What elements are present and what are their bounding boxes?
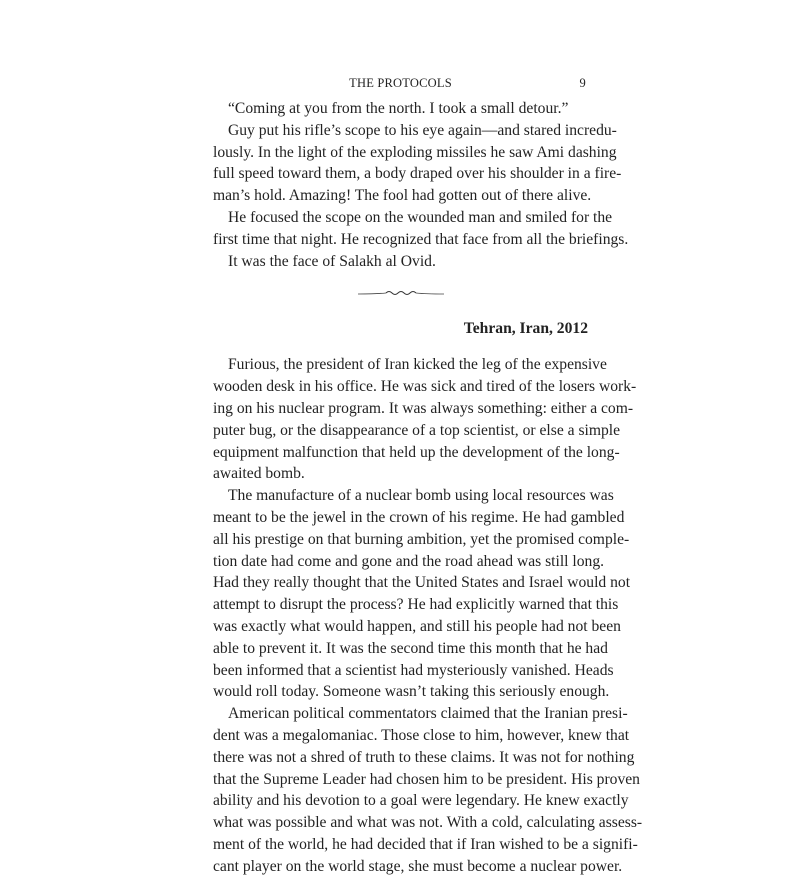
text-line: been informed that a scientist had mysteriously vanished. Heads (213, 661, 614, 679)
page-number: 9 (579, 76, 586, 90)
text-line: awaited bomb. (213, 465, 305, 483)
section-two (213, 354, 643, 877)
text-line: tion date had come and gone and the road ahead was still long. (213, 552, 605, 570)
text-line: man’s hold. Amazing! The fool had gotten out of there alive. (213, 187, 592, 205)
text-line: what was possible and what was not. With a cold, calculating assess- (213, 814, 643, 832)
text-line: first time that night. He recognized that face from all the briefings. (213, 230, 629, 248)
text-line: meant to be the jewel in the crown of his regime. He had gambled (213, 508, 625, 526)
text-line: wooden desk in his office. He was sick and tired of the losers work- (213, 378, 637, 396)
text-line: would roll today. Someone wasn’t taking this seriously enough. (213, 683, 610, 701)
paragraph (213, 251, 588, 273)
text-line: cant player on the world stage, she must become a nuclear power. (213, 857, 623, 875)
text-line: ability and his devotion to a goal were legendary. He knew exactly (213, 792, 629, 810)
paragraph (213, 703, 643, 877)
running-title: THE PROTOCOLS (349, 76, 452, 90)
text-line: all his prestige on that burning ambition, yet the promised comple- (213, 530, 630, 548)
text-line: Furious, the president of Iran kicked the leg of the expensive (228, 356, 607, 374)
text-line: able to prevent it. It was the second time this month that he had (213, 639, 608, 657)
text-line: attempt to disrupt the process? He had explicitly warned that this (213, 596, 619, 614)
text-line: dent was a megalomaniac. Those close to him, however, knew that (213, 726, 630, 744)
text-line: was exactly what would happen, and still his people had not been (213, 617, 621, 635)
text-line: American political commentators claimed that the Iranian presi- (228, 705, 628, 723)
text-line: Guy put his rifle’s scope to his eye again—and stared incredu- (228, 121, 617, 139)
text-line: It was the face of Salakh al Ovid. (228, 252, 436, 270)
text-line: The manufacture of a nuclear bomb using local resources was (228, 487, 614, 505)
paragraph (213, 207, 629, 251)
section-divider-ornament (213, 278, 588, 308)
text-line: He focused the scope on the wounded man and smiled for the (228, 208, 613, 226)
text-line: ment of the world, he had decided that if Iran wished to be a signifi- (213, 835, 638, 853)
paragraph (213, 485, 631, 703)
text-line: puter bug, or the disappearance of a top scientist, or else a simple (213, 421, 621, 439)
paragraph (213, 98, 588, 120)
text-line: full speed toward them, a body draped over his shoulder in a fire- (213, 165, 622, 183)
text-line: that the Supreme Leader had chosen him to be president. His proven (213, 770, 640, 788)
running-header (213, 76, 588, 98)
paragraph (213, 354, 637, 485)
text-line: ing on his nuclear program. It was always something: either a com- (213, 399, 634, 417)
section-heading: Tehran, Iran, 2012 (463, 320, 588, 338)
text-line: “Coming at you from the north. I took a small detour.” (228, 100, 569, 117)
book-page (213, 76, 643, 878)
paragraph (213, 120, 622, 207)
text-line: there was not a shred of truth to these claims. It was not for nothing (213, 748, 635, 766)
text-line: equipment malfunction that held up the development of the long- (213, 443, 620, 461)
text-line: Had they really thought that the United States and Israel would not (213, 574, 631, 592)
section-one (213, 98, 629, 272)
text-line: lously. In the light of the exploding missiles he saw Ami dashing (213, 143, 617, 161)
